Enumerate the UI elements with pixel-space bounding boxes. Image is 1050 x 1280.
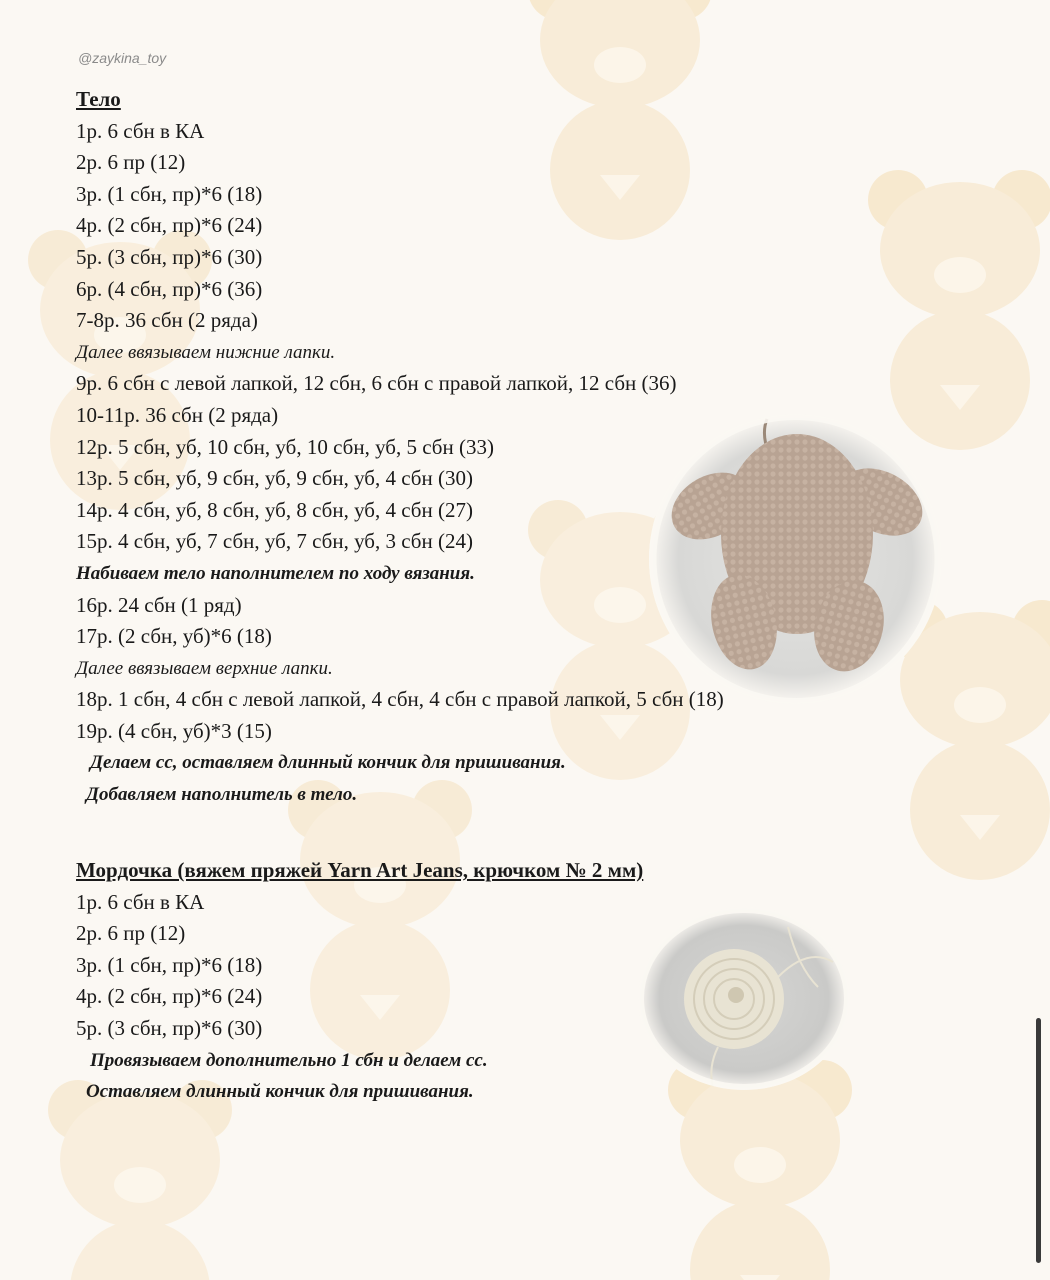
author-handle: @zaykina_toy: [78, 50, 167, 66]
section-title: Мордочка (вяжем пряжей Yarn Art Jeans, крючком № 2 мм): [76, 858, 644, 882]
pattern-row: 9р. 6 сбн с левой лапкой, 12 сбн, 6 сбн с правой лапкой, 12 сбн (36): [76, 371, 677, 396]
body-photo: [649, 414, 942, 704]
muzzle-section: [76, 855, 643, 1108]
pattern-row: 16р. 24 сбн (1 ряд): [76, 592, 242, 617]
pattern-row: 17р. (2 сбн, уб)*6 (18): [76, 624, 272, 649]
pattern-row: 5р. (3 сбн, пр)*6 (30): [76, 244, 263, 269]
instruction-note: Провязываем дополнительно 1 сбн и делаем сс.: [90, 1049, 488, 1071]
scrollbar[interactable]: [1036, 1018, 1041, 1263]
pattern-row: 10-11р. 36 сбн (2 ряда): [76, 402, 279, 427]
pattern-row: 1р. 6 сбн в КА: [76, 118, 205, 143]
pattern-row: 14р. 4 сбн, уб, 8 сбн, уб, 8 сбн, уб, 4 сбн (27): [76, 497, 473, 522]
instruction-note: Оставляем длинный кончик для пришивания.: [86, 1081, 474, 1103]
instruction-note: Далее ввязываем верхние лапки.: [76, 657, 333, 679]
pattern-row: 5р. (3 сбн, пр)*6 (30): [76, 1015, 263, 1040]
pattern-row: 4р. (2 сбн, пр)*6 (24): [76, 984, 263, 1009]
pattern-row: 15р. 4 сбн, уб, 7 сбн, уб, 7 сбн, уб, 3 сбн (24): [76, 529, 473, 554]
instruction-note: Делаем сс, оставляем длинный кончик для пришивания.: [90, 752, 566, 774]
pattern-row: 2р. 6 пр (12): [76, 921, 186, 946]
pattern-row: 18р. 1 сбн, 4 сбн с левой лапкой, 4 сбн, 4 сбн с правой лапкой, 5 сбн (18): [76, 687, 724, 712]
pattern-row: 6р. (4 сбн, пр)*6 (36): [76, 276, 263, 301]
instruction-note: Добавляем наполнитель в тело.: [86, 784, 358, 806]
instruction-note: Набиваем тело наполнителем по ходу вязания.: [76, 562, 475, 584]
pattern-row: 2р. 6 пр (12): [76, 150, 186, 175]
pattern-row: 3р. (1 сбн, пр)*6 (18): [76, 952, 263, 977]
body-section: [76, 84, 724, 811]
pattern-row: 1р. 6 сбн в КА: [76, 889, 205, 914]
pattern-row: 19р. (4 сбн, уб)*3 (15): [76, 718, 272, 743]
muzzle-photo: [638, 907, 850, 1090]
pattern-row: 12р. 5 сбн, уб, 10 сбн, уб, 10 сбн, уб, 5 сбн (33): [76, 434, 494, 459]
instruction-note: Далее ввязываем нижние лапки.: [76, 341, 336, 363]
pattern-row: 4р. (2 сбн, пр)*6 (24): [76, 213, 263, 238]
section-title: Тело: [76, 87, 121, 111]
pattern-row: 3р. (1 сбн, пр)*6 (18): [76, 181, 263, 206]
pattern-row: 7-8р. 36 сбн (2 ряда): [76, 308, 258, 333]
pattern-row: 13р. 5 сбн, уб, 9 сбн, уб, 9 сбн, уб, 4 сбн (30): [76, 466, 473, 491]
